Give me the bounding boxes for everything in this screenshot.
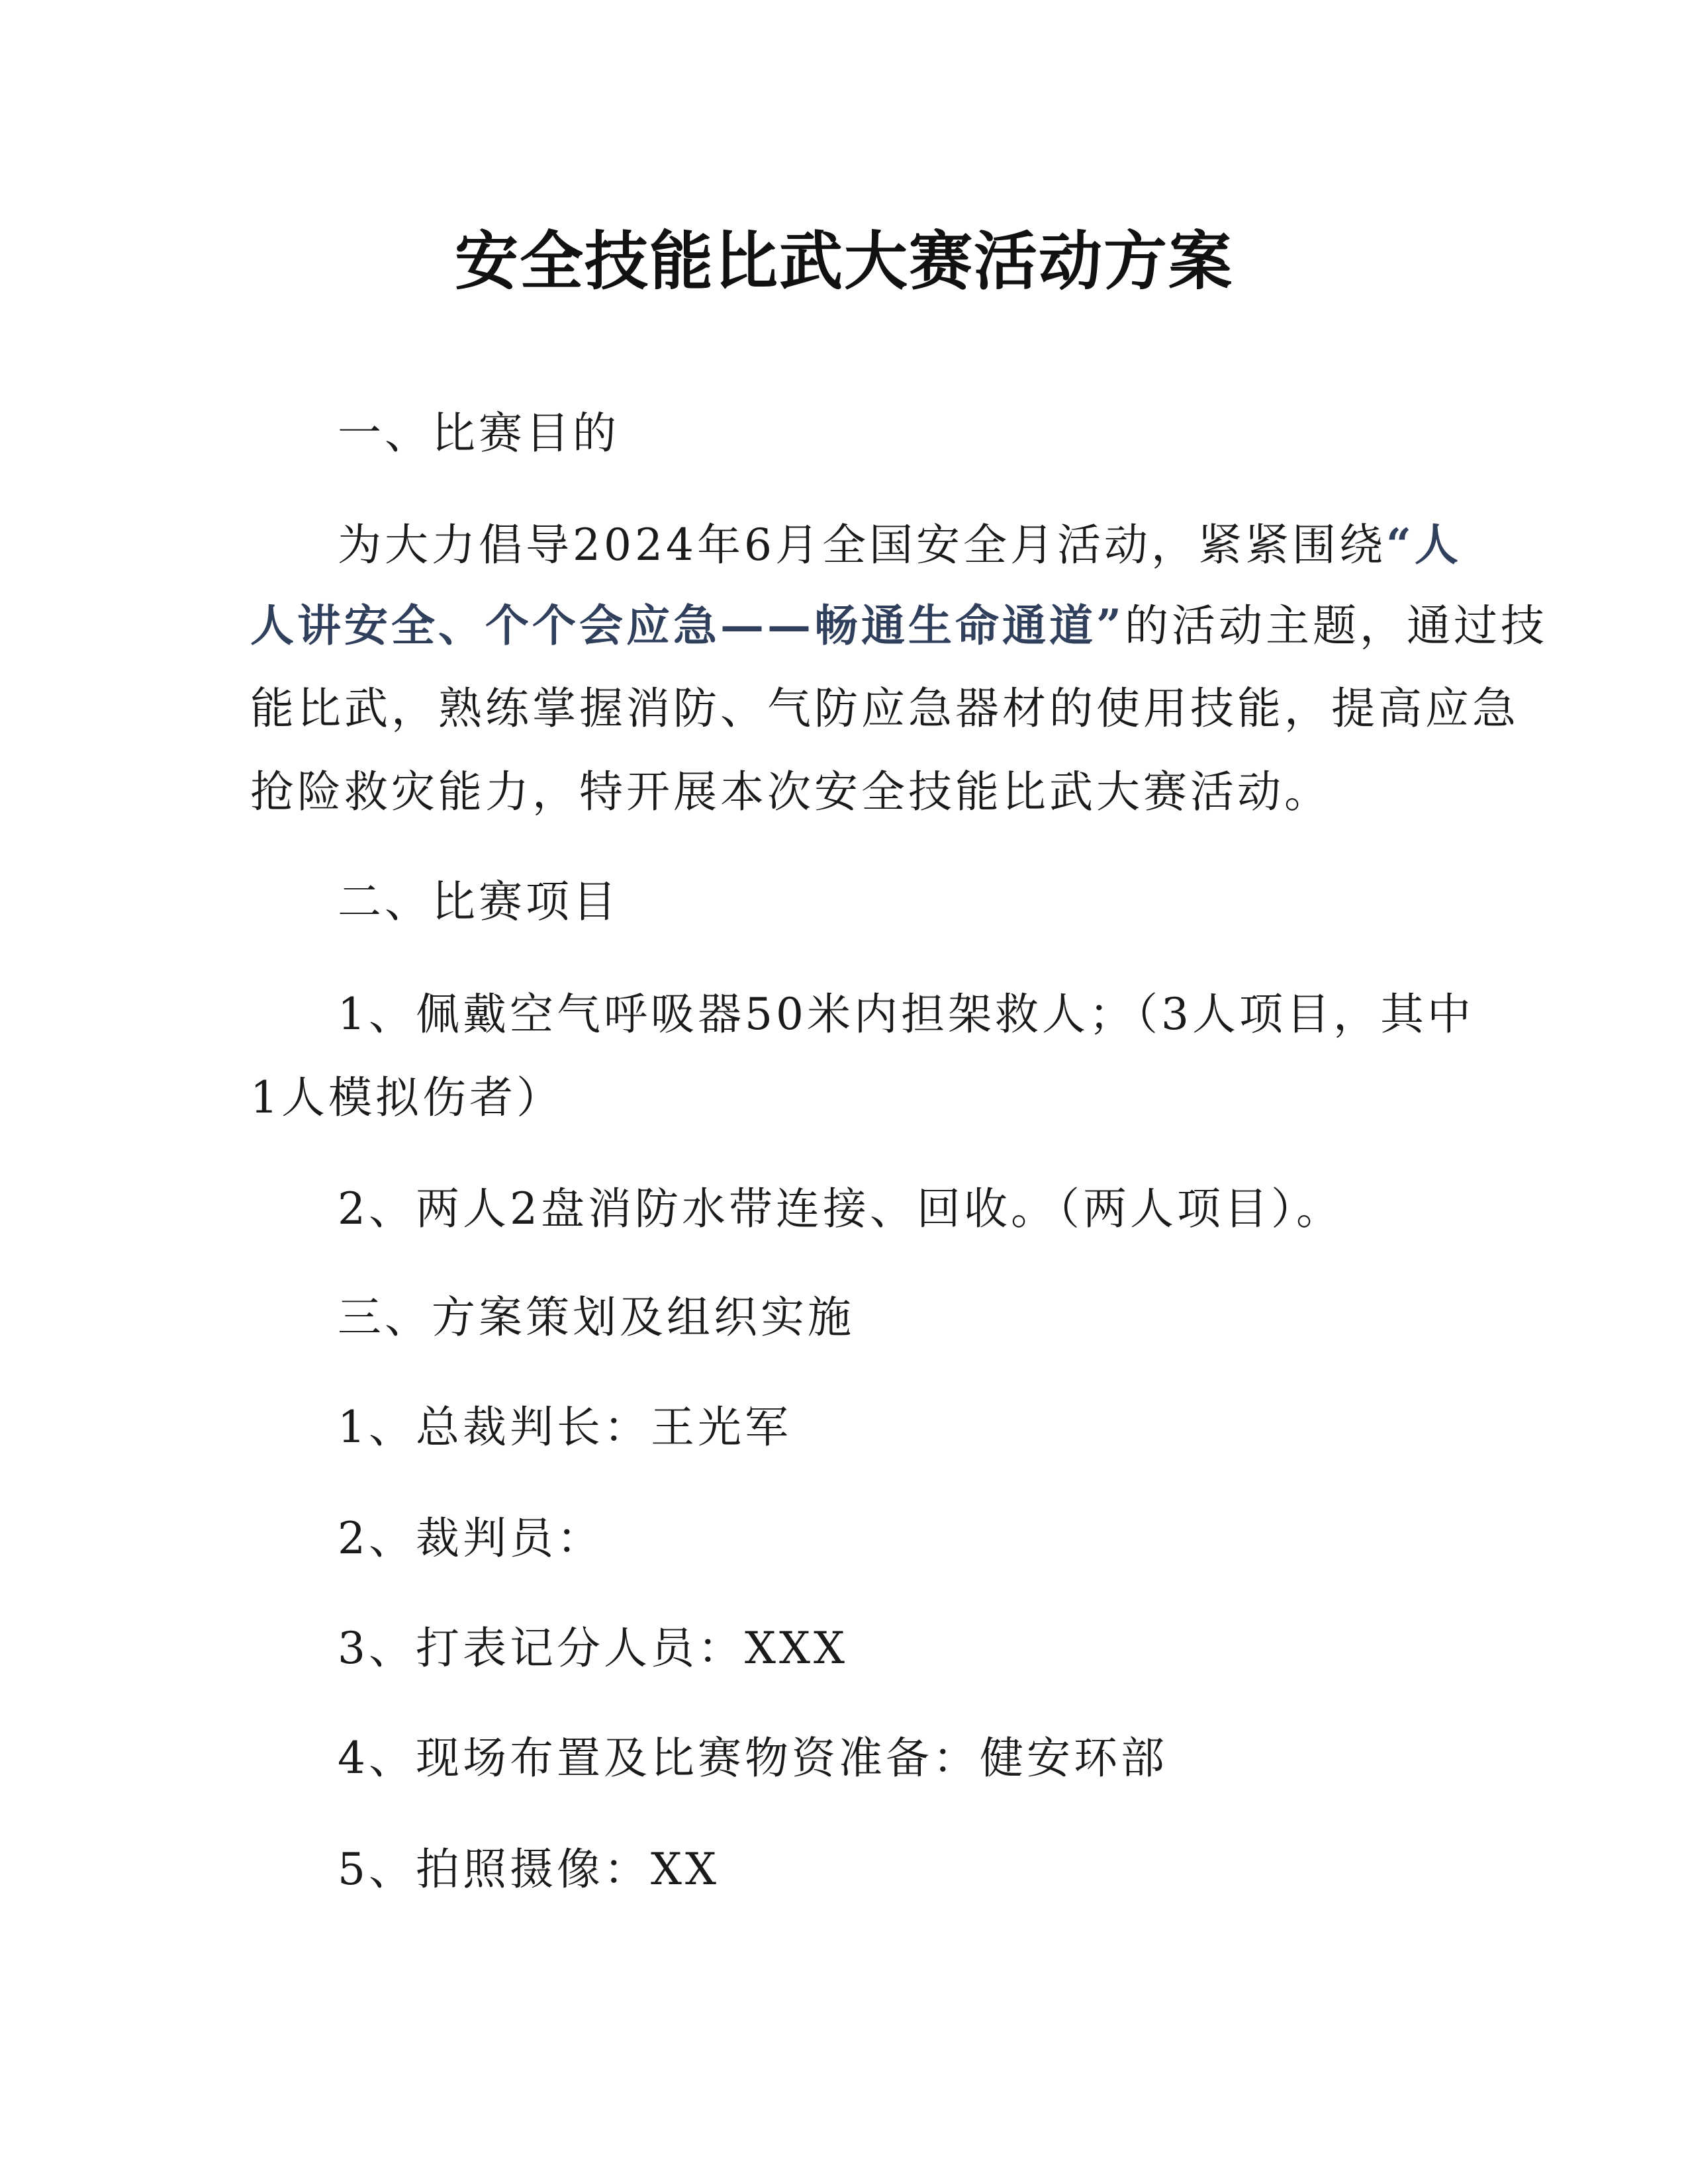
organization-item-judges: 2、裁判员： bbox=[338, 1513, 604, 1564]
purpose-text: 为大力倡导2024年6月全国安全月活动，紧紧围绕 bbox=[338, 520, 1386, 570]
theme-quote-start: “人 bbox=[1385, 519, 1462, 570]
organization-item-chief-judge: 1、总裁判长：王光军 bbox=[338, 1402, 792, 1453]
purpose-paragraph-line-3: 能比武，熟练掌握消防、气防应急器材的使用技能，提高应急 bbox=[250, 683, 1519, 734]
section-heading-purpose: 一、比赛目的 bbox=[338, 408, 620, 459]
theme-quote: 人讲安全、个个会应急——畅通生命通道” bbox=[250, 600, 1125, 651]
section-heading-organization: 三、方案策划及组织实施 bbox=[338, 1292, 855, 1343]
event-item-1-line-1: 1、佩戴空气呼吸器50米内担架救人；（3人项目，其中 bbox=[338, 989, 1474, 1040]
event-item-2: 2、两人2盘消防水带连接、回收。（两人项目）。 bbox=[338, 1183, 1343, 1234]
organization-item-scorekeeper: 3、打表记分人员：XXX bbox=[338, 1623, 848, 1674]
purpose-paragraph-line-1 bbox=[338, 515, 1462, 575]
purpose-paragraph-line-2 bbox=[250, 596, 1548, 656]
purpose-paragraph-line-4: 抢险救灾能力，特开展本次安全技能比武大赛活动。 bbox=[250, 766, 1331, 817]
document-title: 安全技能比武大赛活动方案 bbox=[455, 224, 1233, 298]
organization-item-venue-setup: 4、现场布置及比赛物资准备：健安环部 bbox=[338, 1733, 1168, 1784]
organization-item-photography: 5、拍照摄像：XX bbox=[338, 1844, 720, 1895]
purpose-text: 的活动主题，通过技 bbox=[1124, 600, 1548, 651]
section-heading-events: 二、比赛项目 bbox=[338, 876, 620, 927]
event-item-1-line-2: 1人模拟伤者） bbox=[250, 1072, 563, 1123]
